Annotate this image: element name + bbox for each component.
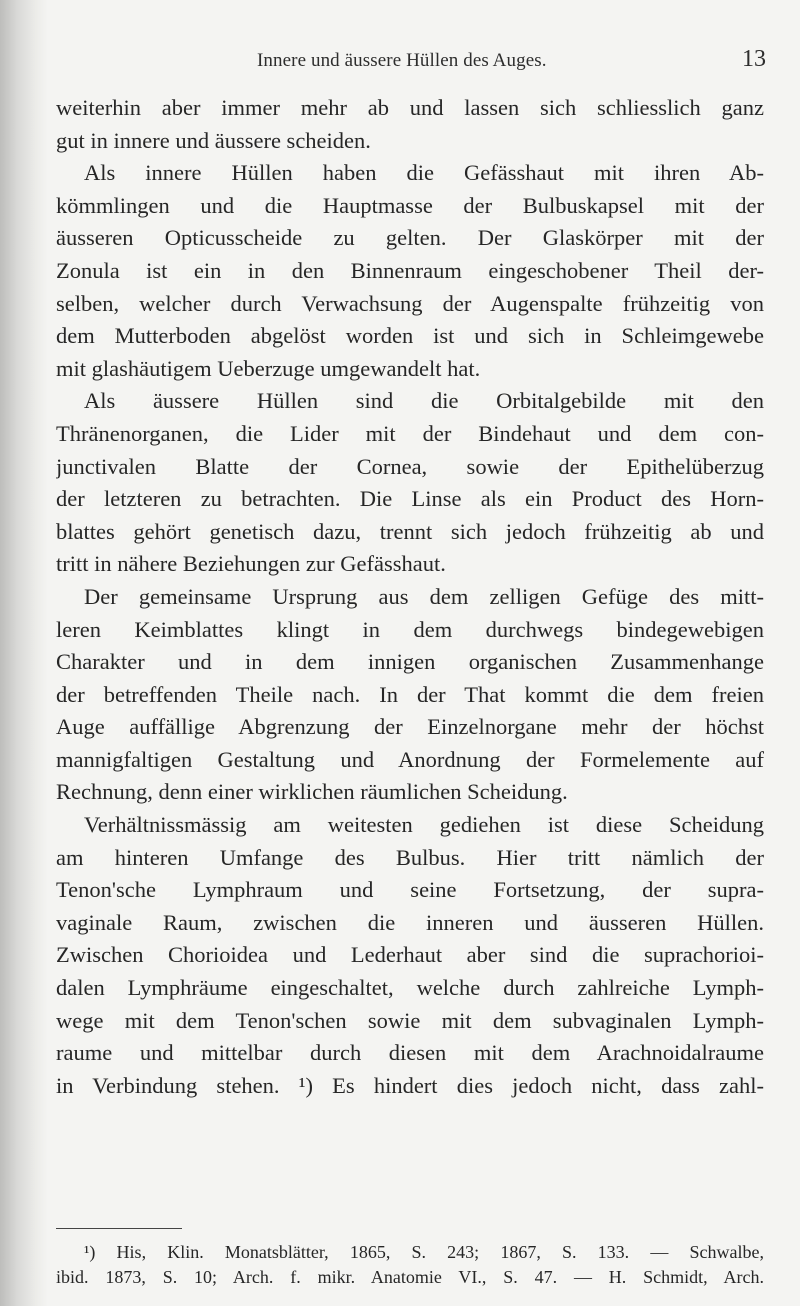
text-line: am hinteren Umfange des Bulbus. Hier tritt nämlich der	[56, 844, 764, 870]
text-line: kömmlingen und die Hauptmasse der Bulbuskapsel mit der	[56, 192, 764, 218]
text-line: Auge auffällige Abgrenzung der Einzelnorgane mehr der höchst	[56, 714, 764, 740]
text-line: wege mit dem Tenon'schen sowie mit dem subvaginalen Lymph-	[56, 1007, 764, 1033]
text-line: Verhältnissmässig am weitesten gediehen ist diese Scheidung	[84, 812, 764, 838]
text-line: Tenon'sche Lymphraum und seine Fortsetzung, der supra-	[56, 877, 764, 903]
footnote-divider	[56, 1228, 182, 1229]
running-head: Innere und äussere Hüllen des Auges.	[257, 50, 547, 71]
footnote-line: ¹) His, Klin. Monatsblätter, 1865, S. 243; 1867, S. 133. — Schwalbe,	[84, 1242, 764, 1262]
page-header	[0, 46, 800, 76]
text-line: Als äussere Hüllen sind die Orbitalgebilde mit den	[84, 388, 764, 414]
text-line: der letzteren zu betrachten. Die Linse als ein Product des Horn-	[56, 486, 764, 512]
body-text	[56, 92, 764, 1102]
text-line: Zonula ist ein in den Binnenraum eingeschobener Theil der-	[56, 257, 764, 283]
text-line: mit glashäutigem Ueberzuge umgewandelt hat.	[56, 355, 481, 381]
text-line: tritt in nähere Beziehungen zur Gefässhaut.	[56, 551, 446, 577]
footnote-line: ibid. 1873, S. 10; Arch. f. mikr. Anatomie VI., S. 47. — H. Schmidt, Arch.	[56, 1267, 764, 1287]
text-line: dalen Lymphräume eingeschaltet, welche durch zahlreiche Lymph-	[56, 975, 764, 1001]
text-line: Als innere Hüllen haben die Gefässhaut mit ihren Ab-	[84, 160, 764, 186]
text-line: blattes gehört genetisch dazu, trennt sich jedoch frühzeitig ab und	[56, 518, 764, 544]
text-line: Charakter und in dem innigen organischen Zusammenhange	[56, 649, 764, 675]
text-line: Zwischen Chorioidea und Lederhaut aber sind die suprachorioi-	[56, 942, 764, 968]
text-line: der betreffenden Theile nach. In der That kommt die dem freien	[56, 681, 764, 707]
text-line: Thränenorganen, die Lider mit der Bindehaut und dem con-	[56, 420, 764, 446]
text-line: äusseren Opticusscheide zu gelten. Der Glaskörper mit der	[56, 225, 764, 251]
text-line: dem Mutterboden abgelöst worden ist und sich in Schleimgewebe	[56, 323, 764, 349]
page-number: 13	[742, 46, 766, 72]
text-line: mannigfaltigen Gestaltung und Anordnung der Formelemente auf	[56, 746, 764, 772]
text-line: junctivalen Blatte der Cornea, sowie der Epithelüberzug	[56, 453, 764, 479]
text-line: leren Keimblattes klingt in dem durchwegs bindegewebigen	[56, 616, 764, 642]
text-line: vaginale Raum, zwischen die inneren und äusseren Hüllen.	[56, 909, 764, 935]
text-line: weiterhin aber immer mehr ab und lassen sich schliesslich ganz	[56, 95, 764, 120]
text-line: gut in innere und äussere scheiden.	[56, 127, 371, 153]
text-line: raume und mittelbar durch diesen mit dem Arachnoidalraume	[56, 1040, 764, 1066]
text-line: in Verbindung stehen. ¹) Es hindert dies jedoch nicht, dass zahl-	[56, 1072, 764, 1098]
footnotes	[56, 1240, 764, 1290]
text-line: Der gemeinsame Ursprung aus dem zelligen Gefüge des mitt-	[84, 583, 764, 609]
text-line: Rechnung, denn einer wirklichen räumlichen Scheidung.	[56, 779, 568, 805]
page-spine-shadow	[0, 0, 48, 1306]
text-line: selben, welcher durch Verwachsung der Augenspalte frühzeitig von	[56, 290, 764, 316]
